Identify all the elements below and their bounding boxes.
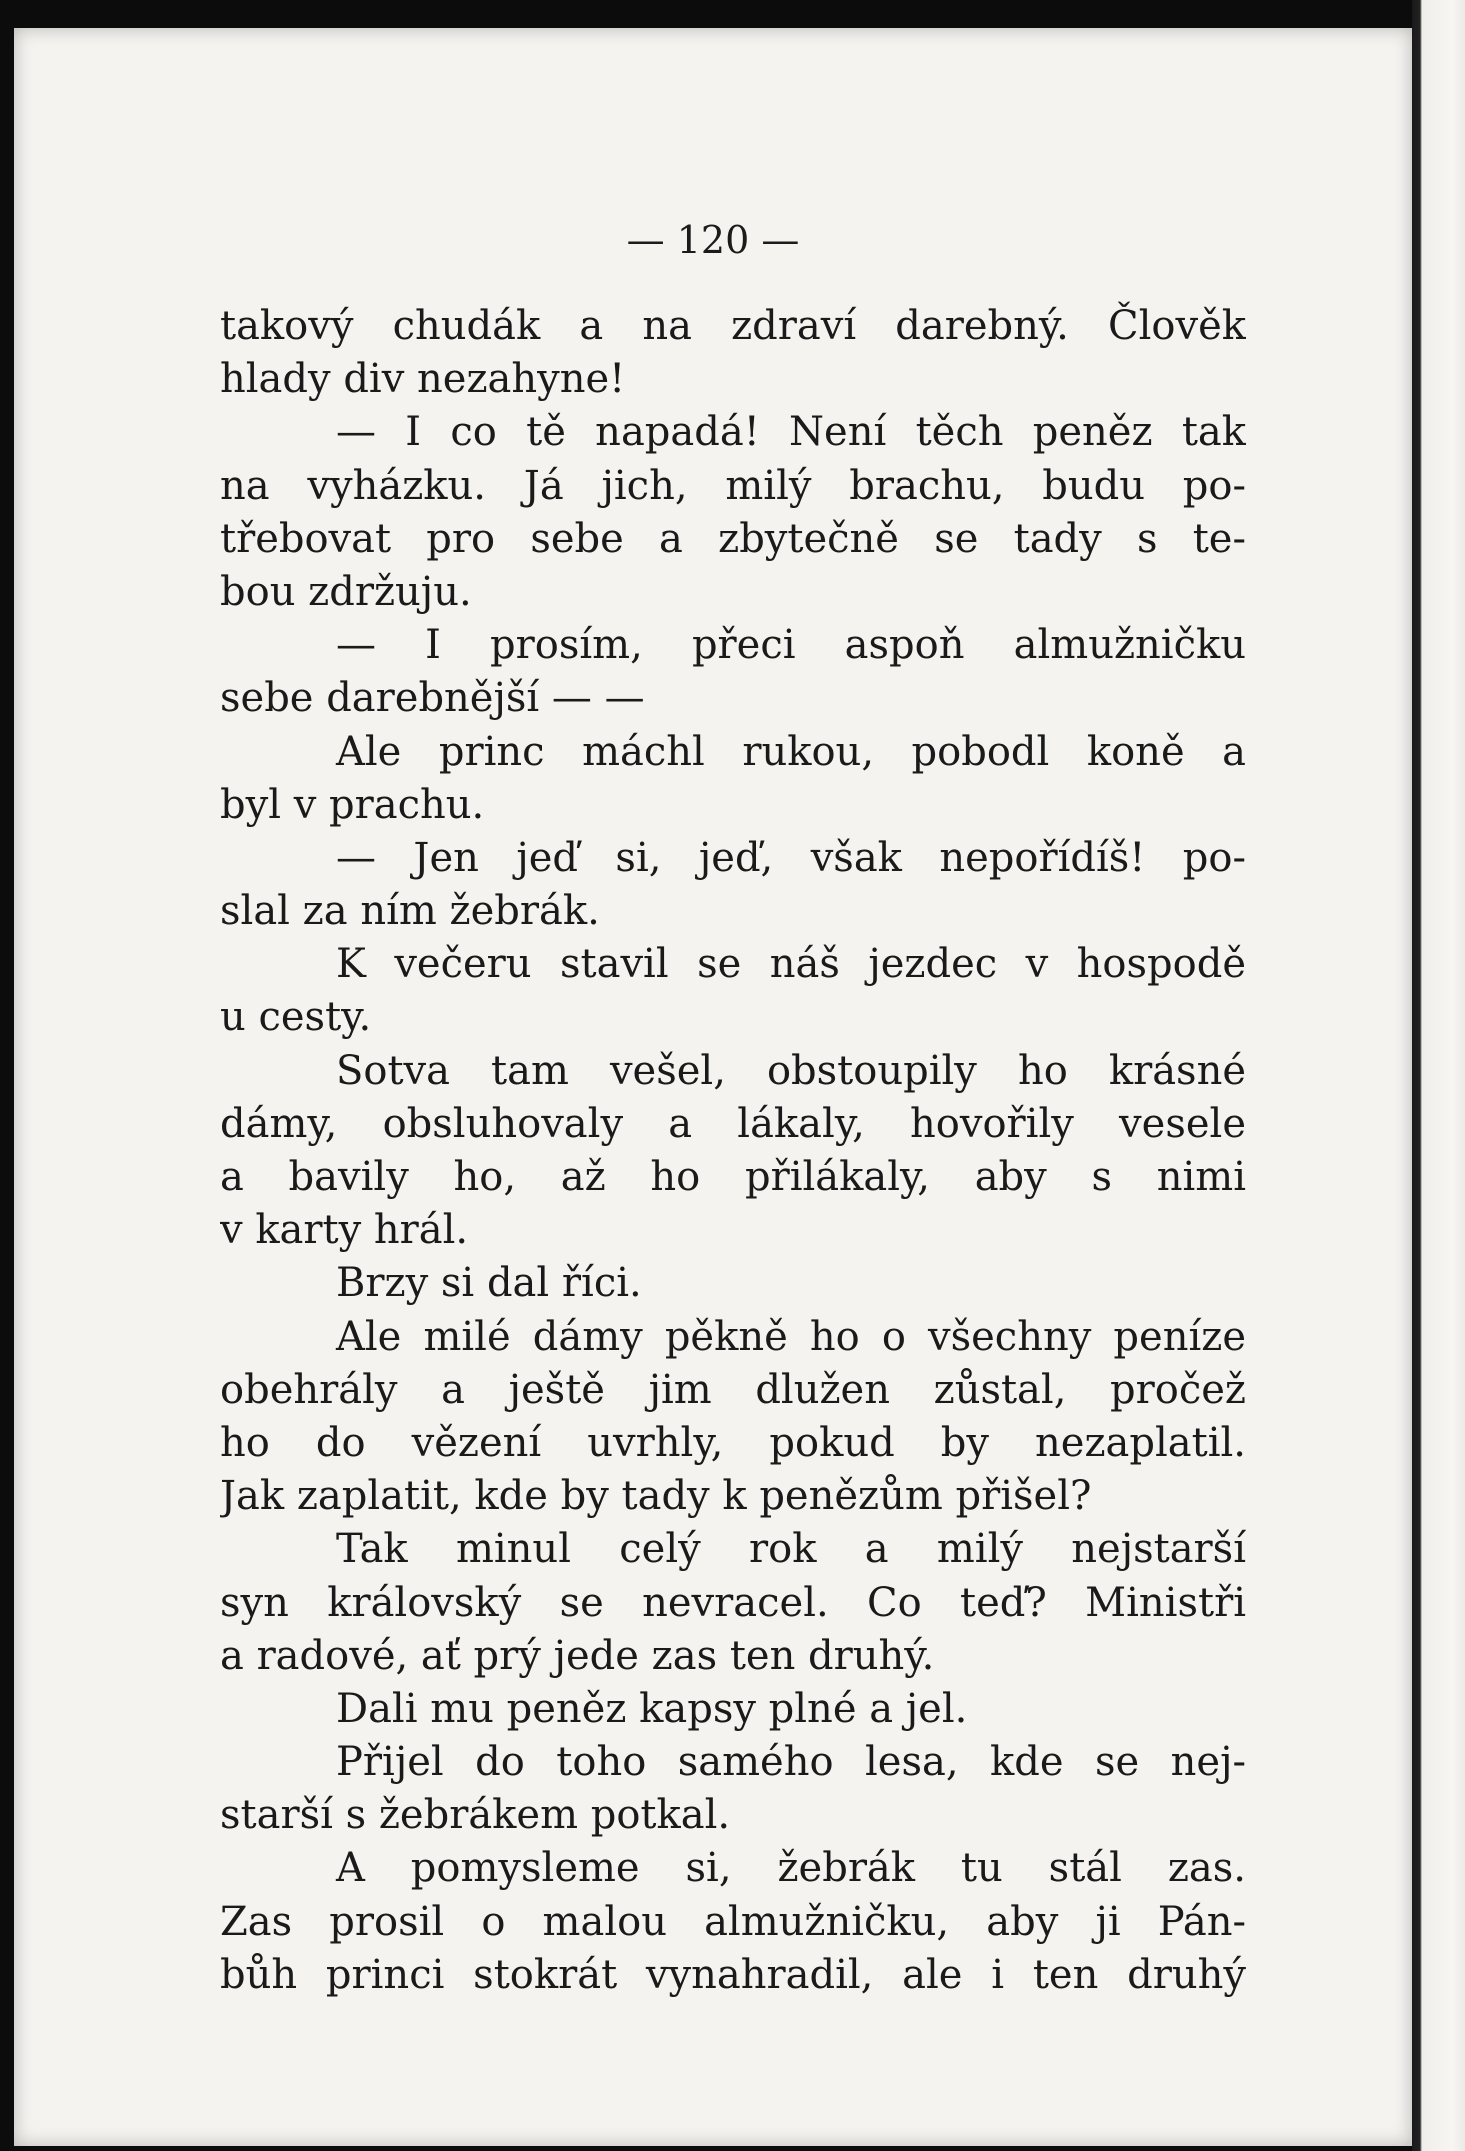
text-line: byl v prachu. [220, 781, 485, 828]
page-number: — 120 — [626, 218, 800, 262]
text-line: syn královský se nevracel. Co teď? Ministři [220, 1579, 1246, 1626]
text-line: bůh princi stokrát vynahradil, ale i ten druhý [220, 1951, 1246, 1998]
book-page [14, 28, 1412, 2146]
text-line: hlady div nezahyne! [220, 356, 626, 403]
text-line: — I co tě napadá! Není těch peněz tak [336, 409, 1246, 456]
text-line: Přijel do toho samého lesa, kde se nej- [336, 1739, 1246, 1786]
text-line: Brzy si dal říci. [336, 1260, 642, 1307]
page-edge [1412, 0, 1465, 2151]
text-line: Tak minul celý rok a milý nejstarší [336, 1526, 1246, 1573]
text-line: Sotva tam vešel, obstoupily ho krásné [336, 1047, 1246, 1094]
text-line: slal za ním žebrák. [220, 888, 600, 935]
text-line: — I prosím, přeci aspoň almužničku [336, 622, 1246, 669]
text-line: na vyházku. Já jich, milý brachu, budu po- [220, 462, 1246, 509]
text-line: u cesty. [220, 994, 372, 1041]
text-line: A pomysleme si, žebrák tu stál zas. [336, 1845, 1246, 1892]
text-line: starší s žebrákem potkal. [220, 1792, 731, 1839]
text-line: dámy, obsluhovaly a lákaly, hovořily vesele [220, 1100, 1246, 1147]
body-text [220, 300, 1246, 2002]
text-line: třebovat pro sebe a zbytečně se tady s te- [220, 515, 1246, 562]
text-line: bou zdržuju. [220, 568, 472, 615]
text-line: v karty hrál. [220, 1207, 469, 1254]
text-line: a radové, ať prý jede zas ten druhý. [220, 1632, 935, 1679]
text-line: sebe darebnější — — [220, 675, 645, 722]
text-line: ho do vězení uvrhly, pokud by nezaplatil. [220, 1419, 1246, 1466]
text-line: Ale princ máchl rukou, pobodl koně a [336, 728, 1246, 775]
text-line: obehrály a ještě jim dlužen zůstal, pročež [220, 1366, 1246, 1413]
text-line: Dali mu peněz kapsy plné a jel. [336, 1685, 968, 1732]
text-line: K večeru stavil se náš jezdec v hospodě [336, 941, 1246, 988]
text-line: — Jen jeď si, jeď, však nepořídíš! po- [336, 834, 1246, 881]
text-line: Jak zaplatit, kde by tady k penězům přišel? [220, 1473, 1092, 1520]
text-line: takový chudák a na zdraví darebný. Člověk [220, 303, 1246, 349]
text-line: Zas prosil o malou almužničku, aby ji Pán- [220, 1898, 1246, 1945]
text-line: Ale milé dámy pěkně ho o všechny peníze [336, 1313, 1246, 1360]
text-line: a bavily ho, až ho přilákaly, aby s nimi [220, 1154, 1246, 1200]
